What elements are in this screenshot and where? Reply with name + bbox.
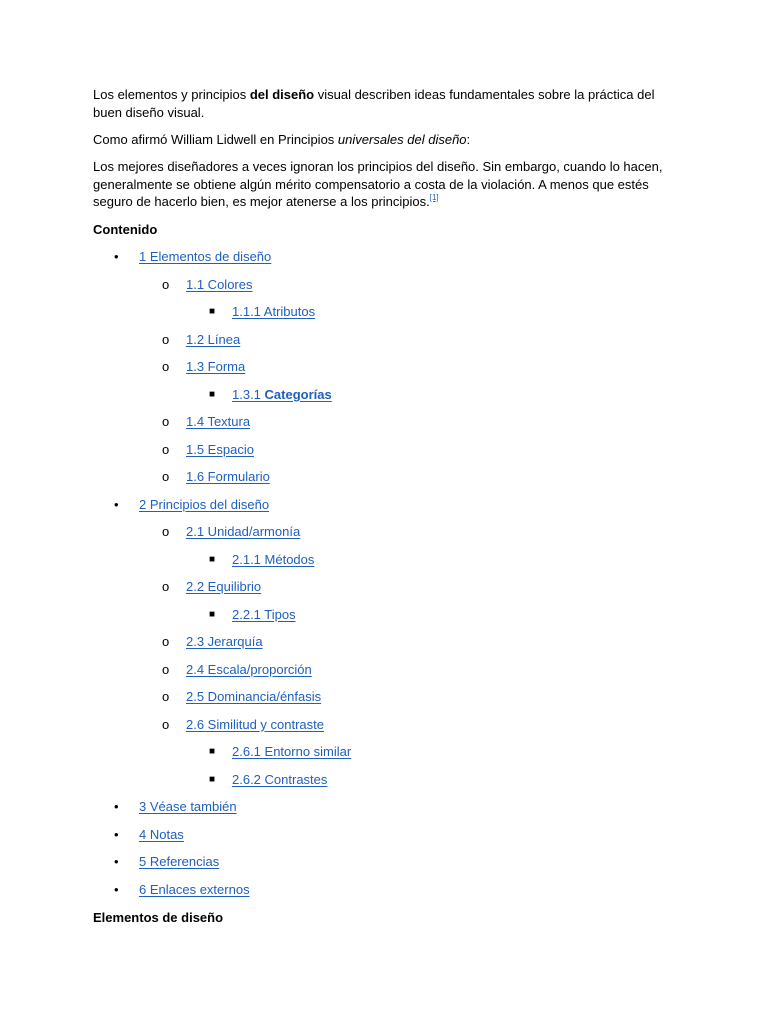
- toc-link[interactable]: [139, 880, 250, 900]
- toc-bullet-icon: o: [162, 634, 170, 649]
- toc-bullet-icon: •: [114, 799, 119, 814]
- quote-paragraph: [93, 158, 663, 211]
- toc-link-text: 2.6 Similitud y contraste: [186, 716, 325, 732]
- toc-link[interactable]: [186, 440, 254, 460]
- toc-item: [0, 440, 700, 460]
- toc-link-text: 2.2.1 Tipos: [232, 606, 296, 622]
- toc-bullet-icon: o: [162, 441, 170, 457]
- toc-link[interactable]: [186, 687, 321, 707]
- toc-link[interactable]: [139, 797, 237, 817]
- toc-item: [0, 495, 700, 515]
- toc-bullet-icon: ■: [209, 306, 216, 317]
- toc-item: [0, 577, 700, 597]
- toc-item: [0, 742, 700, 762]
- toc-item: [0, 357, 700, 377]
- toc-item: [0, 880, 700, 900]
- toc-bullet-icon: ■: [209, 553, 216, 565]
- intro-text: visual.: [163, 104, 205, 120]
- toc-bullet-icon: ■: [209, 388, 216, 400]
- toc-link[interactable]: [186, 522, 300, 542]
- toc-item: [0, 275, 700, 295]
- toc-link[interactable]: [186, 715, 324, 735]
- toc-link[interactable]: [186, 275, 252, 295]
- toc-link-text: 1 Elementos de diseño: [139, 249, 272, 264]
- toc-link-text: 1.3.1: [232, 386, 265, 402]
- intro-text: visual describen ideas fundamentales sobre la práctica del buen diseño: [93, 87, 655, 120]
- toc-item: [0, 550, 700, 570]
- toc-item: [0, 770, 700, 790]
- toc-item: [0, 687, 700, 707]
- quote-intro-colon: :: [466, 132, 471, 147]
- toc-link-text: 2.6.2 Contrastes: [232, 771, 328, 787]
- toc-link[interactable]: [186, 412, 250, 432]
- intro-text: Los elementos y principios: [93, 87, 250, 102]
- toc-link-text: 1.5 Espacio: [186, 441, 254, 457]
- toc-item: [0, 330, 700, 350]
- toc-bullet-icon: •: [114, 249, 119, 264]
- toc-link-text: 1.6 Formulario: [186, 469, 270, 484]
- toc-link-bold-text: Categorías: [264, 386, 332, 402]
- toc-link-text: 4 Notas: [139, 826, 184, 842]
- toc-link[interactable]: [186, 632, 263, 652]
- toc-bullet-icon: •: [114, 496, 119, 512]
- toc-bullet-icon: o: [162, 414, 170, 429]
- toc-link-text: 5 Referencias: [139, 854, 220, 869]
- toc-bullet-icon: o: [162, 469, 170, 484]
- toc-link-text: 1.1.1 Atributos: [232, 304, 316, 319]
- toc-link-text: 1.3 Forma: [186, 359, 246, 374]
- toc-link-text: 2.3 Jerarquía: [186, 634, 263, 649]
- toc-link-text: 2.5 Dominancia/énfasis: [186, 689, 322, 704]
- toc-bullet-icon: o: [162, 661, 170, 677]
- toc-link-text: 1.2 Línea: [186, 331, 241, 347]
- toc-link-text: 6 Enlaces externos: [139, 881, 250, 897]
- toc-link-text: 1.4 Textura: [186, 414, 251, 429]
- intro-paragraph-1: [93, 86, 663, 121]
- toc-link[interactable]: [186, 577, 261, 597]
- reference-link[interactable]: [1]: [429, 193, 439, 202]
- toc-bullet-icon: o: [162, 331, 170, 347]
- toc-link-text: 2.6.1 Entorno similar: [232, 744, 352, 759]
- toc-link[interactable]: [232, 385, 332, 405]
- toc-bullet-icon: •: [114, 881, 119, 897]
- toc-bullet-icon: o: [162, 359, 170, 374]
- quote-intro-text: Como afirmó William Lidwell en Principios: [93, 132, 338, 147]
- toc-link[interactable]: [186, 357, 245, 377]
- toc-item: [0, 852, 700, 872]
- toc-link[interactable]: [139, 825, 184, 845]
- toc-link-text: 3 Véase también: [139, 799, 237, 814]
- toc-link[interactable]: [186, 467, 270, 487]
- toc-link[interactable]: [232, 302, 315, 322]
- toc-link-text: 1.1 Colores: [186, 276, 253, 292]
- reference-superscript[interactable]: [430, 193, 439, 202]
- toc-link-text: 2.2 Equilibrio: [186, 579, 262, 594]
- toc-item: [0, 467, 700, 487]
- toc-item: [0, 247, 700, 267]
- toc-bullet-icon: o: [162, 579, 170, 594]
- intro-paragraph-2: [93, 131, 663, 149]
- toc-link[interactable]: [232, 770, 327, 790]
- toc-item: [0, 632, 700, 652]
- toc-item: [0, 660, 700, 680]
- toc-item: [0, 412, 700, 432]
- toc-bullet-icon: ■: [209, 608, 216, 620]
- toc-bullet-icon: ■: [209, 746, 216, 757]
- toc-item: [0, 385, 700, 405]
- toc-bullet-icon: o: [162, 716, 170, 732]
- toc-item: [0, 715, 700, 735]
- toc-item: [0, 522, 700, 542]
- toc-bullet-icon: o: [162, 524, 170, 539]
- book-title: universales del diseño: [337, 132, 467, 147]
- intro-bold-text: del diseño: [249, 87, 315, 102]
- toc-item: [0, 797, 700, 817]
- toc-bullet-icon: •: [114, 826, 119, 842]
- contents-heading: Contenido: [93, 222, 158, 237]
- toc-link[interactable]: [139, 247, 271, 267]
- toc-link-text: 2 Principios del diseño: [139, 496, 270, 512]
- toc-link[interactable]: [186, 330, 240, 350]
- section-heading: Elementos de diseño: [93, 910, 224, 925]
- toc-link-text: 2.1 Unidad/armonía: [186, 524, 301, 539]
- toc-item: [0, 825, 700, 845]
- toc-link[interactable]: [232, 550, 314, 570]
- toc-link[interactable]: [186, 660, 312, 680]
- toc-bullet-icon: o: [162, 689, 170, 704]
- toc-link-text: 2.4 Escala/proporción: [186, 661, 312, 677]
- toc-item: [0, 302, 700, 322]
- toc-link[interactable]: [139, 852, 219, 872]
- toc-bullet-icon: ■: [209, 773, 216, 785]
- toc-bullet-icon: •: [114, 854, 119, 869]
- toc-link[interactable]: [232, 605, 296, 625]
- toc-bullet-icon: o: [162, 276, 170, 292]
- toc-link[interactable]: [139, 495, 269, 515]
- toc-link-text: 2.1.1 Métodos: [232, 551, 315, 567]
- toc-item: [0, 605, 700, 625]
- toc-link[interactable]: [232, 742, 351, 762]
- quote-text: Los mejores diseñadores a veces ignoran los principios del diseño. Sin embargo, cuando lo hacen, generalmente se obtiene algún mérito compensatorio a costa de la violación. A menos que estés seguro de hacerlo bien, es mejor atenerse a los principios.: [93, 159, 663, 209]
